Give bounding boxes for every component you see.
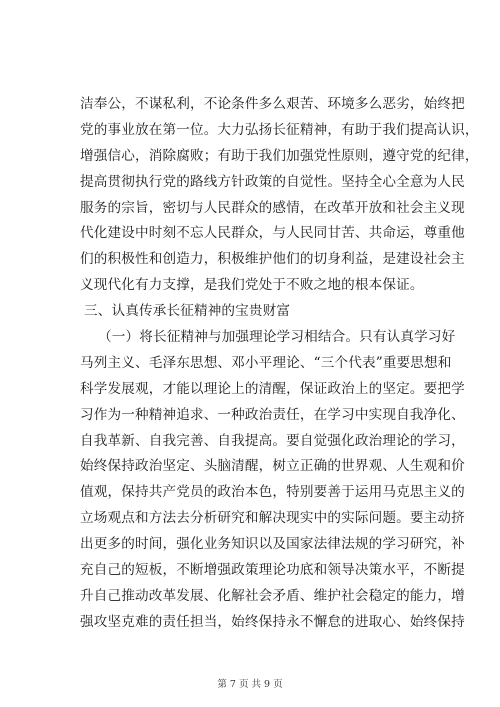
body-line: 服务的宗旨，密切与人民群众的感情，在改革开放和社会主义现	[80, 199, 465, 216]
body-line: 始终保持政治坚定、头脑清醒，树立正确的世界观、人生观和价	[80, 458, 465, 475]
body-line: 马列主义、毛泽东思想、邓小平理论、“三个代表”重要思想和	[80, 354, 452, 371]
body-line: 强攻坚克难的责任担当，始终保持永不懈怠的进取心、始终保持	[80, 613, 465, 630]
body-line: 提高贯彻执行党的路线方针政策的自觉性。坚持全心全意为人民	[80, 173, 465, 190]
body-line: 习作为一种精神追求、一种政治责任，在学习中实现自我净化、	[80, 406, 465, 423]
body-line: 义现代化有力支撑，是我们党处于不败之地的根本保证。	[80, 277, 424, 294]
body-line: 自我革新、自我完善、自我提高。要自觉强化政治理论的学习，	[80, 432, 465, 449]
body-line: 值观，保持共产党员的政治本色，特别要善于运用马克思主义的	[80, 484, 465, 501]
body-line: 科学发展观，才能以理论上的清醒，保证政治上的坚定。要把学	[80, 380, 465, 397]
body-line: 洁奉公，不谋私利，不论条件多么艰苦、环境多么恶劣，始终把	[80, 96, 465, 112]
body-line: 党的事业放在第一位。大力弘扬长征精神，有助于我们提高认识，	[80, 121, 479, 138]
section-heading: 三、认真传承长征精神的宝贵财富	[84, 303, 291, 320]
paragraph-first-line: （一）将长征精神与加强理论学习相结合。只有认真学习好	[98, 329, 456, 346]
body-line: 充自己的短板，不断增强政策理论功底和领导决策水平，不断提	[80, 562, 465, 579]
page-number-footer: 第 7 页 共 9 页	[217, 679, 283, 690]
document-body	[80, 92, 479, 636]
body-line: 升自己推动改革发展、化解社会矛盾、维护社会稳定的能力，增	[80, 587, 465, 604]
body-line: 们的积极性和创造力，积极维护他们的切身利益，是建设社会主	[80, 251, 465, 268]
body-line: 立场观点和方法去分析研究和解决现实中的实际问题。要主动挤	[80, 510, 465, 527]
body-line: 增强信心，消除腐败；有助于我们加强党性原则，遵守党的纪律，	[80, 147, 479, 164]
body-line: 代化建设中时刻不忘人民群众，与人民同甘苦、共命运，尊重他	[80, 225, 465, 242]
body-line: 出更多的时间，强化业务知识以及国家法律法规的学习研究，补	[80, 536, 465, 553]
